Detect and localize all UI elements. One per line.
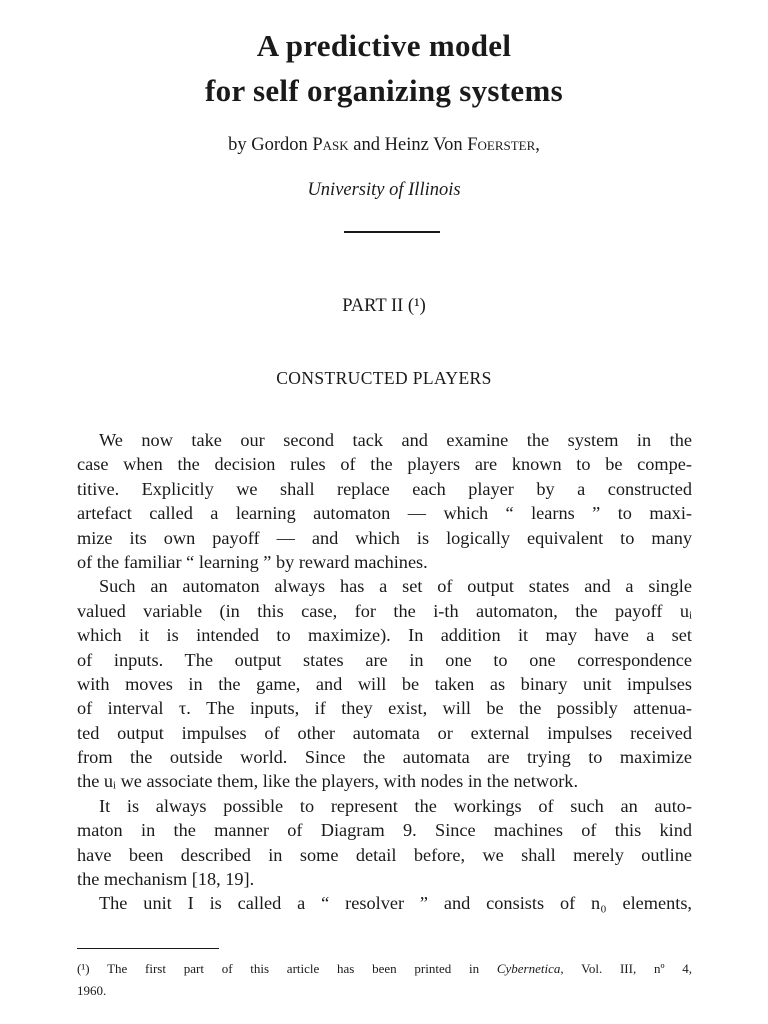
part-heading: PART II (¹) [342,296,426,316]
body-line: case when the decision rules of the players are known to be compe- [77,454,692,475]
body-line: Such an automaton always has a set of output states and a single [99,576,692,597]
footnote-marker: (¹) [77,961,90,976]
footnote-citation: , Vol. III, nº 4, [560,961,692,976]
journal-name: Cybernetica [496,961,561,976]
affiliation: University of Illinois [307,180,461,200]
body-line: ted output impulses of other automata or external impulses received [77,722,692,743]
author-joiner: and Heinz Von [348,135,468,155]
body-line: the mechanism [18, 19]. [77,869,255,890]
body-line: of the familiar “ learning ” by reward machines. [77,551,428,572]
section-heading: CONSTRUCTED PLAYERS [276,368,492,388]
author-1-surname: Pask [312,135,349,155]
author-line [0,135,768,156]
body-line: artefact called a learning automaton — which “ learns ” to maxi- [77,503,692,524]
body-line: valued variable (in this case, for the i-th automaton, the payoff uᵢ [77,600,692,621]
footnote [77,958,692,1002]
body-line: maton in the manner of Diagram 9. Since machines of this kind [77,820,692,841]
author-suffix: , [535,135,540,155]
body-line: with moves in the game, and will be taken as binary unit impulses [77,673,692,694]
body-line: the uᵢ we associate them, like the players, with nodes in the network. [77,771,579,792]
paper-title-line-2: for self organizing systems [205,73,563,108]
author-2-surname: Foerster [467,135,536,155]
body-line: titive. Explicitly we shall replace each player by a constructed [77,478,692,499]
footnote-line-1 [77,958,692,980]
title-divider [344,231,440,233]
body-line: mize its own payoff — and which is logically equivalent to many [77,527,692,548]
body-line: which it is intended to maximize). In addition it may have a set [77,625,692,646]
paper-title-line-1: A predictive model [256,28,512,63]
body-text [77,428,692,916]
footnote-text: The first part of this article has been printed in [89,961,497,976]
body-line: The unit I is called a “ resolver ” and consists of n₀ elements, [99,893,692,914]
body-line: from the outside world. Since the automata are trying to maximize [77,747,692,768]
body-line: It is always possible to represent the workings of such an auto- [99,795,692,816]
body-line: of inputs. The output states are in one to one correspondence [77,649,692,670]
author-prefix: by Gordon [228,135,313,155]
footnote-divider [77,948,219,949]
body-line: of interval τ. The inputs, if they exist, will be the possibly attenua- [77,698,692,719]
footnote-line-2: 1960. [77,983,107,998]
body-line: have been described in some detail before, we shall merely outline [77,844,692,865]
body-line: We now take our second tack and examine the system in the [99,430,692,450]
